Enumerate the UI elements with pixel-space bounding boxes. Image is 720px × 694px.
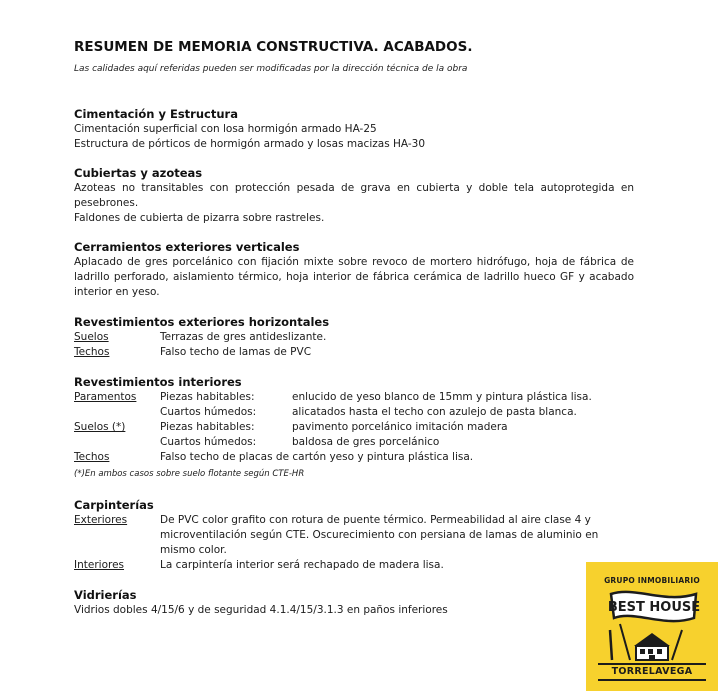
row-sublabel: Cuartos húmedos: [160,406,257,418]
spec-row [74,330,634,345]
section-heading: Vidrierías [74,588,137,602]
row-text: alicatados hasta el techo con azulejo de pasta blanca. [292,406,577,418]
best-house-logo [586,562,718,691]
row-label: Exteriores [74,514,128,526]
section-heading: Revestimientos interiores [74,375,242,389]
row-text: baldosa de gres porcelánico [292,436,440,448]
row-label: Suelos (*) [74,421,126,433]
text-line: Faldones de cubierta de pizarra sobre rastreles. [74,212,325,224]
spec-row [74,558,634,573]
row-sublabel: Cuartos húmedos: [160,436,257,448]
spec-row [74,435,634,450]
row-label: Suelos [74,331,109,343]
flag-house-icon [600,586,704,662]
row-label: Paramentos [74,391,137,403]
row-text: La carpintería interior será rechapado de madera lisa. [160,559,444,571]
section-carpinterias [74,498,634,573]
section-heading: Cubiertas y azoteas [74,166,203,180]
row-sublabel: Piezas habitables: [160,391,255,403]
spec-row [74,405,634,420]
section-heading: Revestimientos exteriores horizontales [74,315,330,329]
spec-row [74,345,634,360]
row-text: Terrazas de gres antideslizante. [160,331,327,343]
row-text: pavimento porcelánico imitación madera [292,421,508,433]
section-cimentacion [74,107,634,152]
row-text: Falso techo de lamas de PVC [160,346,312,358]
logo-brand-text: BEST HOUSE [607,600,701,615]
section-heading: Cerramientos exteriores verticales [74,240,300,254]
row-text: Falso techo de placas de cartón yeso y pintura plástica lisa. [160,451,474,463]
spec-row [74,420,634,435]
page-title: RESUMEN DE MEMORIA CONSTRUCTIVA. ACABADOS. [74,39,473,55]
section-revestimientos-interiores [74,375,634,481]
text-line: Cimentación superficial con losa hormigón armado HA-25 [74,123,377,135]
logo-group-text: GRUPO INMOBILIARIO [604,576,700,585]
row-sublabel: Piezas habitables: [160,421,255,433]
spec-row [74,513,634,558]
section-vidrierias [74,588,579,618]
section-cubiertas [74,166,634,226]
text-line: Estructura de pórticos de hormigón armado y losas macizas HA-30 [74,138,426,150]
footnote: (*)En ambos casos sobre suelo flotante según CTE-HR [74,469,305,479]
text-line: Vidrios dobles 4/15/6 y de seguridad 4.1.4/15/3.1.3 en paños inferiores [74,604,448,616]
row-text: enlucido de yeso blanco de 15mm y pintura plástica lisa. [292,391,592,403]
spec-row [74,390,634,405]
row-text: De PVC color grafito con rotura de puente térmico. Permeabilidad al aire clase 4 y microventilación según CTE. Oscurecimiento con persiana de lamas de aluminio en mismo color. [160,514,599,556]
logo-city-text: TORRELAVEGA [598,663,706,681]
row-label: Techos [74,451,110,463]
page-subtitle: Las calidades aquí referidas pueden ser modificadas por la dirección técnica de la obra [74,64,468,74]
text-paragraph: Azoteas no transitables con protección pesada de grava en cubierta y doble tela autoprotegida en pesebrones. [74,182,634,209]
text-paragraph: Aplacado de gres porcelánico con fijación mixte sobre revoco de mortero hidrófugo, hoja de fábrica de ladrillo perforado, aislamiento térmico, hoja interior de fábrica cerámica de ladrillo hueco GF y acabado interior en yeso. [74,256,634,298]
section-revestimientos-exteriores [74,315,634,360]
section-heading: Cimentación y Estructura [74,107,238,121]
spec-row [74,450,634,465]
section-cerramientos [74,240,634,300]
row-label: Interiores [74,559,125,571]
row-label: Techos [74,346,110,358]
section-heading: Carpinterías [74,498,154,512]
